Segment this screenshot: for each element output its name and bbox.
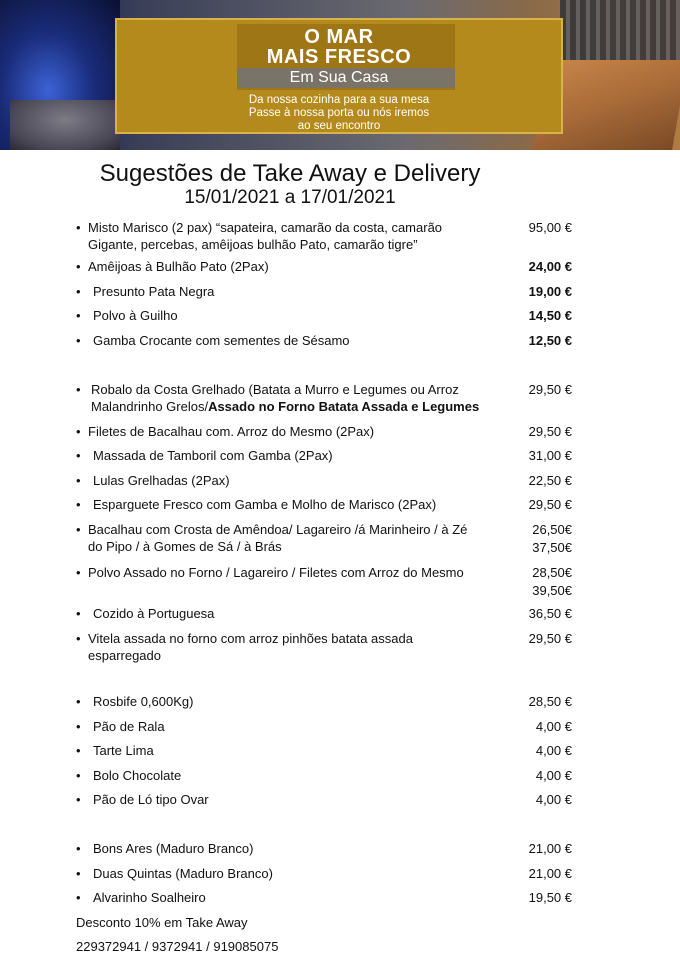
bullet-icon: • <box>76 308 81 323</box>
item-name: Vitela assada no forno com arroz pinhões batata assada <box>88 631 413 646</box>
item-name-bold: Assado no Forno Batata Assada e Legumes <box>208 399 480 414</box>
bullet-icon: • <box>76 497 81 512</box>
item-price-alt: 39,50€ <box>532 583 572 598</box>
bullet-icon: • <box>76 220 81 235</box>
item-name-cont: Gigante, percebas, amêijoas bulhão Pato, camarão tigre” <box>88 237 418 252</box>
bullet-icon: • <box>76 768 81 783</box>
bullet-icon: • <box>76 719 81 734</box>
item-price: 4,00 € <box>535 768 572 783</box>
item-price: 28,50 € <box>528 694 572 709</box>
promo-tagline-3: ao seu encontro <box>297 120 381 132</box>
bullet-icon: • <box>76 382 81 397</box>
discount-note: Desconto 10% em Take Away <box>76 915 248 930</box>
item-name: Cozido à Portuguesa <box>93 606 215 621</box>
bullet-icon: • <box>76 792 81 807</box>
item-name: Polvo à Guilho <box>93 308 178 323</box>
item-name: Pão de Ló tipo Ovar <box>93 792 209 807</box>
item-name: Pão de Rala <box>93 719 165 734</box>
item-name: Alvarinho Soalheiro <box>93 890 206 905</box>
item-name-cont: do Pipo / à Gomes de Sá / à Brás <box>88 539 282 554</box>
page-title: Sugestões de Take Away e Delivery <box>99 160 481 187</box>
item-price: 22,50 € <box>528 473 572 488</box>
bullet-icon: • <box>76 473 81 488</box>
item-price: 29,50 € <box>528 424 572 439</box>
bullet-icon: • <box>76 333 81 348</box>
item-name: Gamba Crocante com sementes de Sésamo <box>93 333 350 348</box>
item-price: 29,50 € <box>528 382 572 397</box>
item-name: Bolo Chocolate <box>93 768 182 783</box>
item-name: Presunto Pata Negra <box>93 284 215 299</box>
item-price: 4,00 € <box>535 792 572 807</box>
item-price: 21,00 € <box>528 841 572 856</box>
item-price: 26,50€ <box>532 522 572 537</box>
item-name: Polvo Assado no Forno / Lagareiro / Filetes com Arroz do Mesmo <box>88 565 464 580</box>
item-name: Massada de Tamboril com Gamba (2Pax) <box>93 448 333 463</box>
rock-photo <box>10 100 120 150</box>
item-price: 12,50 € <box>528 333 572 348</box>
promo-tagline-1: Da nossa cozinha para a sua mesa <box>248 94 430 106</box>
item-price: 31,00 € <box>528 448 572 463</box>
item-price-alt: 37,50€ <box>532 540 572 555</box>
item-name: Bons Ares (Maduro Branco) <box>93 841 254 856</box>
item-price: 29,50 € <box>528 631 572 646</box>
bullet-icon: • <box>76 631 81 646</box>
bullet-icon: • <box>76 841 81 856</box>
item-price: 21,00 € <box>528 866 572 881</box>
bullet-icon: • <box>76 565 81 580</box>
item-name: Tarte Lima <box>93 743 154 758</box>
bullet-icon: • <box>76 522 81 537</box>
promo-line-2: MAIS FRESCO <box>266 46 412 68</box>
promo-line-3: Em Sua Casa <box>289 69 389 86</box>
item-name-cont: esparregado <box>88 648 161 663</box>
promo-line-1: O MAR <box>304 26 374 48</box>
bullet-icon: • <box>76 424 81 439</box>
bullet-icon: • <box>76 743 81 758</box>
item-price: 4,00 € <box>535 743 572 758</box>
item-price: 24,00 € <box>528 259 572 274</box>
item-name: Rosbife 0,600Kg) <box>93 694 194 709</box>
bullet-icon: • <box>76 606 81 621</box>
item-name-cont: Malandrinho Grelos/ <box>91 399 209 414</box>
item-price: 19,50 € <box>528 890 572 905</box>
item-name: Amêijoas à Bulhão Pato (2Pax) <box>88 259 269 274</box>
item-name: Esparguete Fresco com Gamba e Molho de Marisco (2Pax) <box>93 497 437 512</box>
promo-tagline <box>117 94 561 133</box>
promo-tagline-2: Passe à nossa porta ou nós iremos <box>248 107 430 119</box>
bullet-icon: • <box>76 694 81 709</box>
bullet-icon: • <box>76 259 81 274</box>
item-name: Misto Marisco (2 pax) “sapateira, camarão da costa, camarão <box>88 220 443 235</box>
item-price: 19,00 € <box>528 284 572 299</box>
item-price: 29,50 € <box>528 497 572 512</box>
phone-numbers: 229372941 / 9372941 / 919085075 <box>76 939 279 954</box>
item-name: Lulas Grelhadas (2Pax) <box>93 473 230 488</box>
chairs-photo <box>560 0 680 60</box>
header-banner <box>0 0 680 150</box>
promo-panel <box>115 18 563 134</box>
bullet-icon: • <box>76 866 81 881</box>
date-range: 15/01/2021 a 17/01/2021 <box>184 187 396 208</box>
item-name: Duas Quintas (Maduro Branco) <box>93 866 273 881</box>
item-price: 28,50€ <box>532 565 572 580</box>
item-price: 4,00 € <box>535 719 572 734</box>
item-price: 36,50 € <box>528 606 572 621</box>
bullet-icon: • <box>76 284 81 299</box>
item-price: 95,00 € <box>528 220 572 235</box>
bullet-icon: • <box>76 890 81 905</box>
bullet-icon: • <box>76 448 81 463</box>
item-name: Filetes de Bacalhau com. Arroz do Mesmo (2Pax) <box>88 424 375 439</box>
item-name: Bacalhau com Crosta de Amêndoa/ Lagareiro /á Marinheiro / à Zé <box>88 522 468 537</box>
item-price: 14,50 € <box>528 308 572 323</box>
item-name: Robalo da Costa Grelhado (Batata a Murro e Legumes ou Arroz <box>91 382 459 397</box>
